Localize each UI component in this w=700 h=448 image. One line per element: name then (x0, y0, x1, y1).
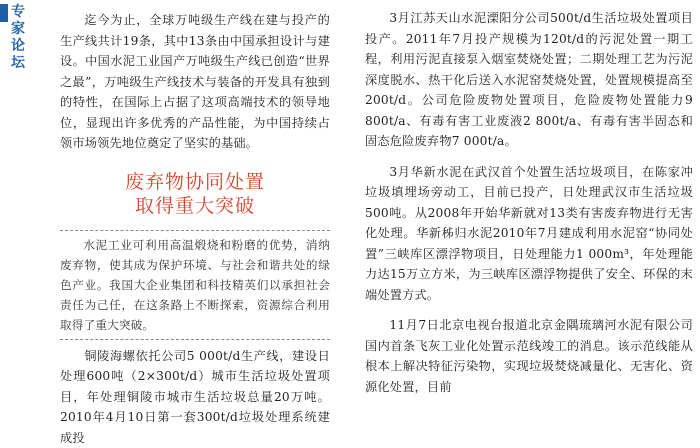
section-sidebar (0, 0, 30, 428)
section-marker (0, 4, 8, 22)
body-paragraph: 3月江苏天山水泥溧阳分公司500t/d生活垃圾处置项目投产。2011年7月投产规模为120t/d的污泥处置一期工程，利用污泥直接泵入烟室焚烧处置；二期处理工艺为污泥深度脱水、热干化后送入水泥窑焚烧处置，处置规模提高至200t/d。公司危险废物处置项目，危险废物处置能力9 800t/a、有毒有害工业废液2 800t/a、有毒有害半固态和固态危险废弃物7 000t/a。 (365, 8, 693, 152)
section-label-char: 论 (10, 38, 26, 55)
section-heading (60, 170, 330, 218)
highlight-box (60, 230, 330, 340)
section-label-char: 家 (10, 21, 26, 38)
section-label-char: 坛 (10, 55, 26, 72)
body-paragraph: 3月华新水泥在武汉首个处置生活垃圾项目，在陈家冲垃圾填埋场旁动工，目前已投产，日处理武汉市生活垃圾500吨。从2008年开始华新就对13类有害废弃物进行无害化处理。华新秭归水泥2010年7月建成利用水泥窑“协同处置”三峡库区漂浮物项目，日处理能力1 000m³，年处理能力达15万立方米，为三峡库区漂浮物提供了安全、环保的末端处置方式。 (365, 162, 693, 306)
section-label-char: 专 (10, 4, 26, 21)
left-column (60, 0, 330, 448)
highlight-paragraph: 水泥工业可利用高温煅烧和粉磨的优势，消纳废弃物，使其成为保护环境、与社会和谐共处的绿色产业。我国大企业集团和科技精英们以承担社会责任为己任，在这条路上不断探索，资源综合利用取得了重大突破。 (60, 235, 330, 335)
heading-line: 取得重大突破 (60, 194, 330, 218)
body-paragraph: 11月7日北京电视台报道北京金隅琉璃河水泥有限公司国内首条飞灰工业化处置示范线竣工的消息。该示范线能从根本上解决特征污染物，实现垃圾焚烧减量化、无害化、资源化处置，目前 (365, 315, 693, 397)
heading-line: 废弃物协同处置 (60, 170, 330, 194)
body-paragraph: 铜陵海螺依托公司5 000t/d生产线，建设日处理600吨（2×300t/d）城市生活垃圾处置项目，年处理铜陵市城市生活垃圾总量20万吨。2010年4月10日第一套300t/d垃圾处理系统建成投 (60, 346, 330, 448)
section-label (10, 4, 26, 72)
right-column (365, 0, 693, 397)
body-paragraph: 迄今为止，全球万吨级生产线在建与投产的生产线共计19条，其中13条由中国承担设计与建设。中国水泥工业国产万吨级生产线已创造“世界之最”，万吨级生产线技术与装备的开发具有独到的特性，在国际上占据了这项高端技术的领导地位，显现出许多优秀的产品性能，为中国持续占领市场领先地位奠定了坚实的基础。 (60, 10, 330, 154)
